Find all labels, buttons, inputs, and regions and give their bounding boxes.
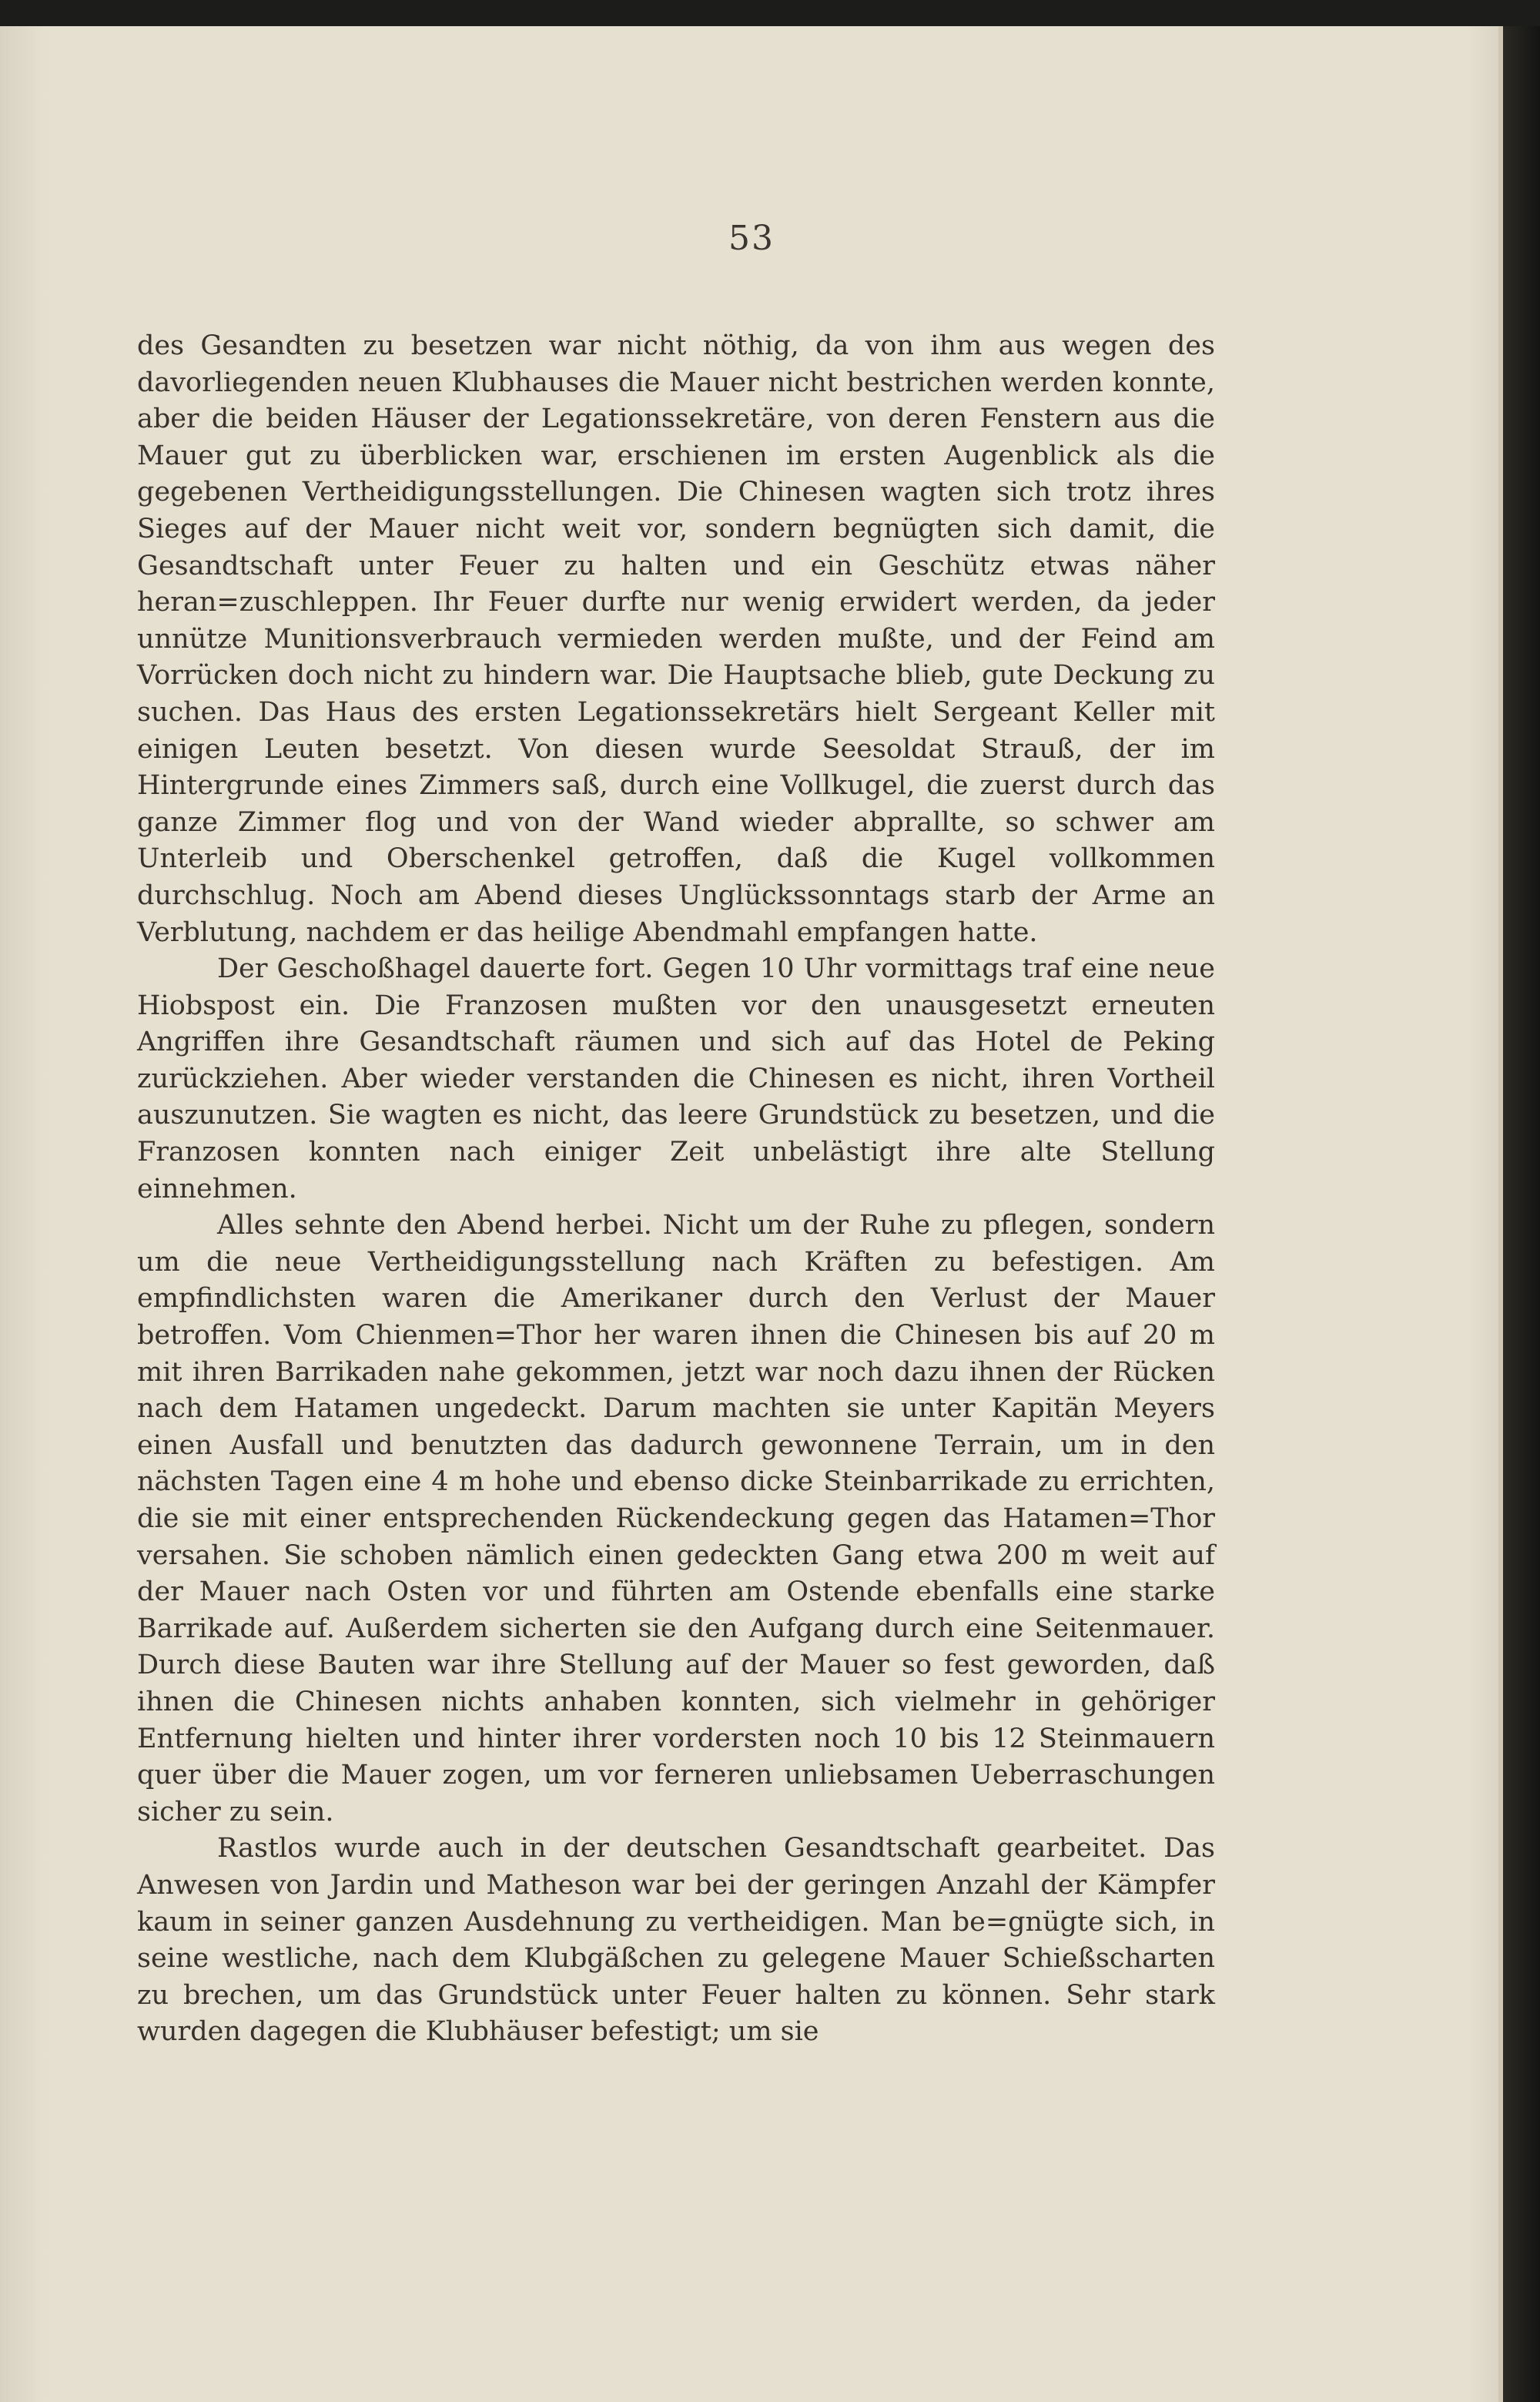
paragraph-2: Der Geschoßhagel dauerte fort. Gegen 10 Uhr vormittags traf eine neue Hiobspost ein. Die Franzosen mußten vor den unausgesetzt erneuten Angriffen ihre Gesandtschaft räumen und sich auf das Hotel de Peking zurückziehen. Aber wieder verstanden die Chinesen es nicht, ihren Vortheil auszunutzen. Sie wagten es nicht, das leere Grundstück zu besetzen, und die Franzosen konnten nach einiger Zeit unbelästigt ihre alte Stellung einnehmen.	[137, 953, 1215, 1204]
body-text	[137, 328, 1215, 2051]
paragraph-4: Rastlos wurde auch in der deutschen Gesandtschaft gearbeitet. Das Anwesen von Jardin und Matheson war bei der geringen Anzahl der Kämpfer kaum in seiner ganzen Ausdehnung zu vertheidigen. Man be=gnügte sich, in seine westliche, nach dem Klubgäßchen zu gelegene Mauer Schießscharten zu brechen, um das Grundstück unter Feuer halten zu können. Sehr stark wurden dagegen die Klubhäuser befestigt; um sie	[137, 1833, 1215, 2048]
paragraph-3: Alles sehnte den Abend herbei. Nicht um der Ruhe zu pflegen, sondern um die neue Vertheidigungsstellung nach Kräften zu befestigen. Am empfindlichsten waren die Amerikaner durch den Verlust der Mauer betroffen. Vom Chienmen=Thor her waren ihnen die Chinesen bis auf 20 m mit ihren Barrikaden nahe gekommen, jetzt war noch dazu ihnen der Rücken nach dem Hatamen ungedeckt. Darum machten sie unter Kapitän Meyers einen Ausfall und benutzten das dadurch gewonnene Terrain, um in den nächsten Tagen eine 4 m hohe und ebenso dicke Steinbarrikade zu errichten, die sie mit einer entsprechenden Rückendeckung gegen das Hatamen=Thor versahen. Sie schoben nämlich einen gedeckten Gang etwa 200 m weit auf der Mauer nach Osten vor und führten am Ostende ebenfalls eine starke Barrikade auf. Außerdem sicherten sie den Aufgang durch eine Seitenmauer. Durch diese Bauten war ihre Stellung auf der Mauer so fest geworden, daß ihnen die Chinesen nichts anhaben konnten, sich vielmehr in gehöriger Entfernung hielten und hinter ihrer vordersten noch 10 bis 12 Steinmauern quer über die Mauer zogen, um vor ferneren unliebsamen Ueberraschungen sicher zu sein.	[137, 1210, 1215, 1827]
paragraph-1: des Gesandten zu besetzen war nicht nöthig, da von ihm aus wegen des davorliegenden neuen Klubhauses die Mauer nicht bestrichen werden konnte, aber die beiden Häuser der Legationssekretäre, von deren Fenstern aus die Mauer gut zu überblicken war, erschienen im ersten Augenblick als die gegebenen Vertheidigungsstellungen. Die Chinesen wagten sich trotz ihres Sieges auf der Mauer nicht weit vor, sondern begnügten sich damit, die Gesandtschaft unter Feuer zu halten und ein Geschütz etwas näher heran=zuschleppen. Ihr Feuer durfte nur wenig erwidert werden, da jeder unnütze Munitionsverbrauch vermieden werden mußte, und der Feind am Vorrücken doch nicht zu hindern war. Die Hauptsache blieb, gute Deckung zu suchen. Das Haus des ersten Legationssekretärs hielt Sergeant Keller mit einigen Leuten besetzt. Von diesen wurde Seesoldat Strauß, der im Hintergrunde eines Zimmers saß, durch eine Vollkugel, die zuerst durch das ganze Zimmer flog und von der Wand wieder abprallte, so schwer am Unterleib und Oberschenkel getroffen, daß die Kugel vollkommen durchschlug. Noch am Abend dieses Unglückssonntags starb der Arme an Verblutung, nachdem er das heilige Abendmahl empfangen hatte.	[137, 330, 1215, 948]
binding-edge	[1503, 26, 1540, 2402]
book-page	[0, 26, 1503, 2402]
page-number: 53	[728, 219, 775, 258]
